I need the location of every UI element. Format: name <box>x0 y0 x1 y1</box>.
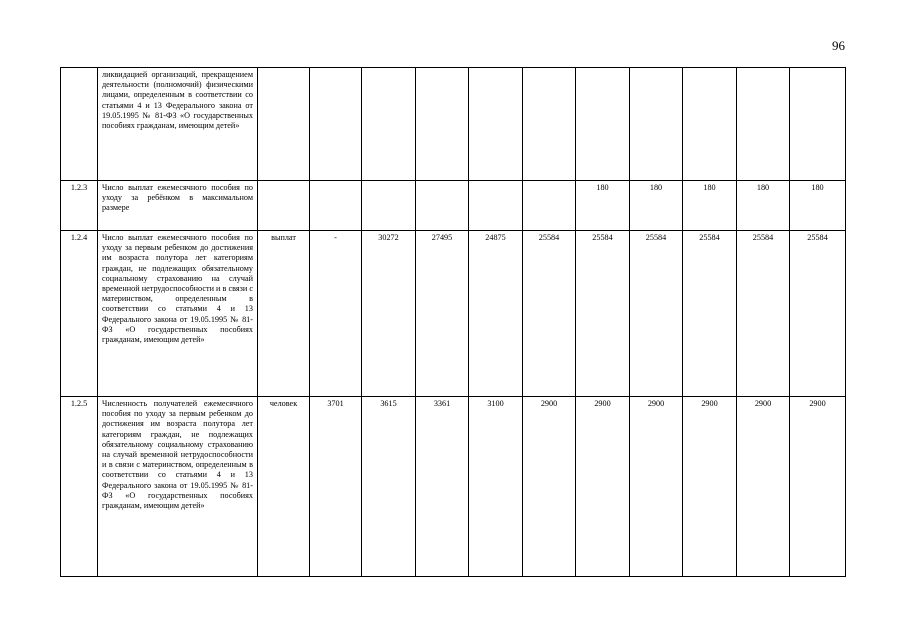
row-number-cell: 1.2.4 <box>61 231 98 397</box>
value-cell <box>469 68 523 181</box>
value-cell: 3361 <box>416 397 469 577</box>
value-cell: 2900 <box>523 397 576 577</box>
value-cell <box>630 68 683 181</box>
value-cell: 25584 <box>683 231 737 397</box>
value-cell <box>469 181 523 231</box>
table-row <box>61 397 846 577</box>
value-cell <box>310 181 362 231</box>
row-number-cell: 1.2.3 <box>61 181 98 231</box>
indicator-description-cell: Численность получателей ежемесячного пособия по уходу за первым ребенком до достижения им возраста полутора лет категориям граждан, не подлежащих обязательному социальному страхованию на случай временной нетрудоспособности и в связи с материнством, определенным в соответствии со статьями 4 и 13 Федерального закона от 19.05.1995 № 81-ФЗ «О государственных пособиях гражданам, имеющим детей» <box>98 397 258 577</box>
unit-cell: человек <box>258 397 310 577</box>
value-cell: 180 <box>790 181 846 231</box>
value-cell <box>523 181 576 231</box>
row-number-cell: 1.2.5 <box>61 397 98 577</box>
unit-cell: выплат <box>258 231 310 397</box>
indicator-description-cell: Число выплат ежемесячного пособия по уходу за первым ребенком до достижения им возраста полутора лет категориям граждан, не подлежащих обязательному социальному страхованию на случай временной нетрудоспособности и в связи с материнством, определенным в соответствии со статьями 4 и 13 Федерального закона от 19.05.1995 № 81-ФЗ «О государственных пособиях гражданам, имеющим детей» <box>98 231 258 397</box>
value-cell: 3100 <box>469 397 523 577</box>
value-cell <box>683 68 737 181</box>
value-cell: - <box>310 231 362 397</box>
value-cell: 25584 <box>737 231 790 397</box>
value-cell <box>576 68 630 181</box>
value-cell: 2900 <box>683 397 737 577</box>
value-cell: 25584 <box>523 231 576 397</box>
value-cell: 180 <box>576 181 630 231</box>
row-number-cell <box>61 68 98 181</box>
value-cell: 2900 <box>630 397 683 577</box>
value-cell <box>416 181 469 231</box>
unit-cell <box>258 68 310 181</box>
value-cell: 180 <box>630 181 683 231</box>
value-cell: 25584 <box>630 231 683 397</box>
table-row <box>61 181 846 231</box>
value-cell: 3615 <box>362 397 416 577</box>
value-cell: 24875 <box>469 231 523 397</box>
value-cell <box>523 68 576 181</box>
value-cell: 3701 <box>310 397 362 577</box>
value-cell: 30272 <box>362 231 416 397</box>
table-row <box>61 231 846 397</box>
indicators-table <box>60 67 846 577</box>
page-number: 96 <box>832 38 845 53</box>
value-cell <box>737 68 790 181</box>
unit-cell <box>258 181 310 231</box>
value-cell <box>310 68 362 181</box>
value-cell: 2900 <box>737 397 790 577</box>
indicator-description-cell: Число выплат ежемесячного пособия по уходу за ребёнком в максимальном размере <box>98 181 258 231</box>
value-cell: 2900 <box>790 397 846 577</box>
value-cell: 180 <box>737 181 790 231</box>
table-row <box>61 68 846 181</box>
value-cell <box>362 181 416 231</box>
value-cell <box>362 68 416 181</box>
value-cell: 180 <box>683 181 737 231</box>
value-cell: 27495 <box>416 231 469 397</box>
value-cell: 2900 <box>576 397 630 577</box>
value-cell <box>790 68 846 181</box>
indicator-description-cell: ликвидацией организаций, прекращением деятельности (полномочий) физическими лицами, определенным в соответствии со статьями 4 и 13 Федерального закона от 19.05.1995 № 81-ФЗ «О государственных пособиях гражданам, имеющим детей» <box>98 68 258 181</box>
value-cell: 25584 <box>576 231 630 397</box>
value-cell: 25584 <box>790 231 846 397</box>
value-cell <box>416 68 469 181</box>
